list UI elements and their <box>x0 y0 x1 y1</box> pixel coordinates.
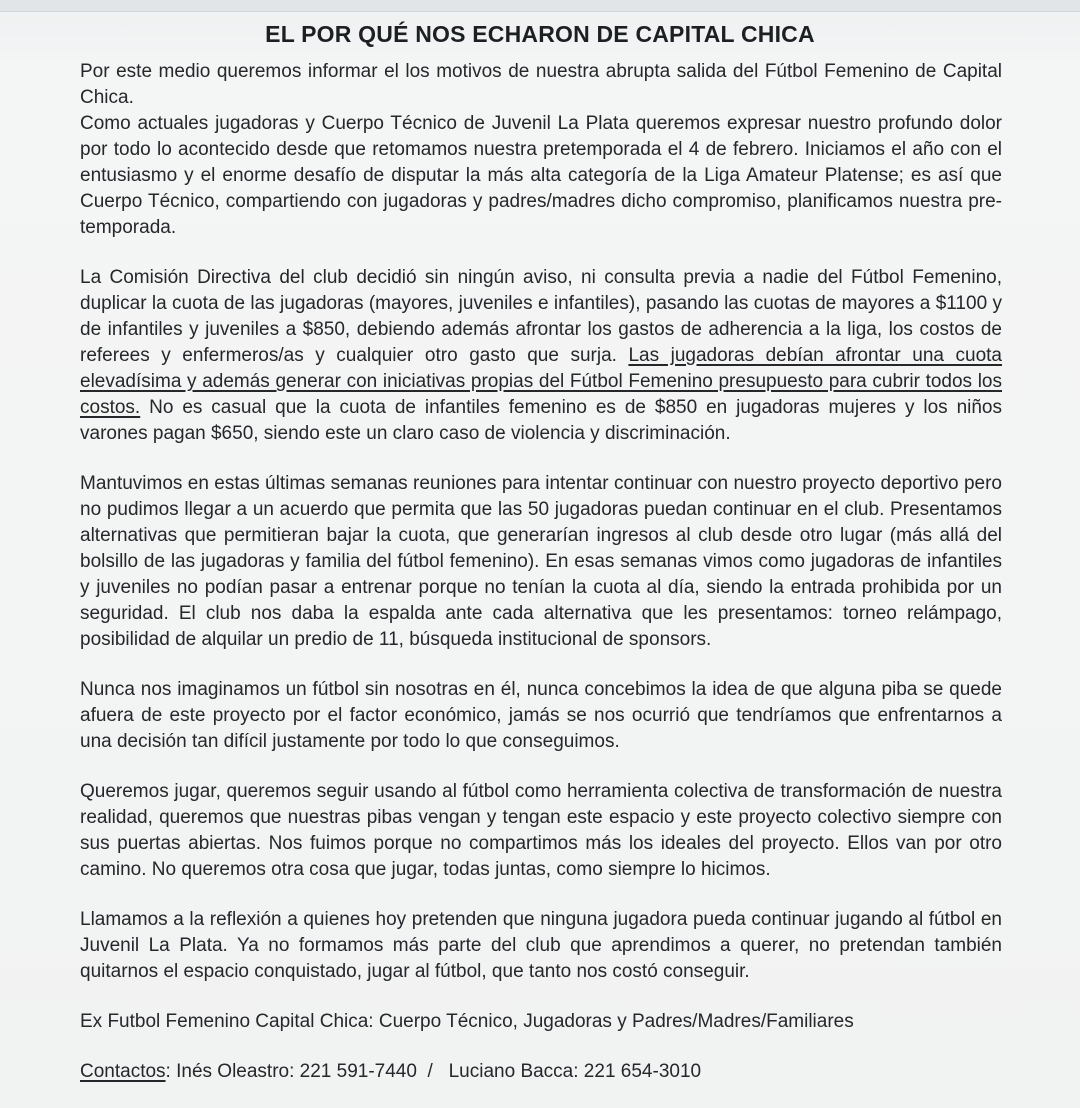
paragraph-intro: Por este medio queremos informar el los motivos de nuestra abrupta salida del Fútbol Femenino de Capital Chica. <box>80 61 1002 108</box>
contacts-phone-numbers: : Inés Oleastro: 221 591-7440 / Luciano Bacca: 221 654-3010 <box>165 1061 702 1082</box>
paragraph-reflexion: Llamamos a la reflexión a quienes hoy pretenden que ninguna jugadora pueda continuar jugando al fútbol en Juvenil La Plata. Ya no formamos más parte del club que aprendimos a querer, no pretendan también quitarnos el espacio conquistado, jugar al fútbol, que tanto nos costó conseguir. <box>80 909 1002 982</box>
document-body <box>0 59 1080 1085</box>
document-title: EL POR QUÉ NOS ECHARON DE CAPITAL CHICA <box>265 21 815 47</box>
paragraph-cuotas-underlined-claim: Las jugadoras debían afrontar una cuota elevadísima y además generar con iniciativas propias del Fútbol Femenino presupuesto para cubrir todos los costos. <box>80 345 1002 418</box>
contacts-label: Contactos <box>80 1061 166 1082</box>
paragraph-pretemporada: Como actuales jugadoras y Cuerpo Técnico de Juvenil La Plata queremos expresar nuestro profundo dolor por todo lo acontecido desde que retomamos nuestra pretemporada el 4 de febrero. Iniciamos el año con el entusiasmo y el enorme desafío de disputar la más alta categoría de la Liga Amateur Platense; es así que Cuerpo Técnico, compartiendo con jugadoras y padres/madres dicho compromiso, planificamos nuestra pre-temporada. <box>80 113 1002 238</box>
contacts-line <box>80 1059 1002 1085</box>
paragraph-cuotas-text-after: No es casual que la cuota de infantiles femenino es de $850 en jugadoras mujeres y los niños varones pagan $650, siendo este un claro caso de violencia y discriminación. <box>80 397 1002 444</box>
paragraph-queremos-jugar: Queremos jugar, queremos seguir usando al fútbol como herramienta colectiva de transformación de nuestra realidad, queremos que nuestras pibas vengan y tengan este espacio y este proyecto colectivo siempre con sus puertas abiertas. Nos fuimos porque no compartimos más los ideales del proyecto. Ellos van por otro camino. No queremos otra cosa que jugar, todas juntas, como siempre lo hicimos. <box>80 781 1002 880</box>
paragraph-nunca-imaginamos: Nunca nos imaginamos un fútbol sin nosotras en él, nunca concebimos la idea de que alguna piba se quede afuera de este proyecto por el factor económico, jamás se nos ocurrió que tendríamos que enfrentarnos a una decisión tan difícil justamente por todo lo que conseguimos. <box>80 679 1002 752</box>
paragraph-reuniones: Mantuvimos en estas últimas semanas reuniones para intentar continuar con nuestro proyecto deportivo pero no pudimos llegar a un acuerdo que permita que las 50 jugadoras puedan continuar en el club. Presentamos alternativas que permitieran bajar la cuota, que generarían ingresos al club desde otro lugar (más allá del bolsillo de las jugadoras y familia del fútbol femenino). En esas semanas vimos como jugadoras de infantiles y juveniles no podían pasar a entrenar porque no tenían la cuota al día, siendo la entrada prohibida por un seguridad. El club nos daba la espalda ante cada alternativa que les presentamos: torneo relámpago, posibilidad de alquilar un predio de 11, búsqueda institucional de sponsors. <box>80 473 1002 650</box>
signature-line: Ex Futbol Femenino Capital Chica: Cuerpo Técnico, Jugadoras y Padres/Madres/Familiares <box>80 1011 854 1032</box>
photo-top-edge <box>0 0 1080 12</box>
paragraph-cuotas-text-before: La Comisión Directiva del club decidió sin ningún aviso, ni consulta previa a nadie del Fútbol Femenino, duplicar la cuota de las jugadoras (mayores, juveniles e infantiles), pasando las cuotas de mayores a $1100 y de infantiles y juveniles a $850, debiendo además afrontar los gastos de adherencia a la liga, los costos de referees y enfermeros/as y cualquier otro gasto que surja. <box>80 267 1002 366</box>
paragraph-cuotas <box>80 265 1002 447</box>
